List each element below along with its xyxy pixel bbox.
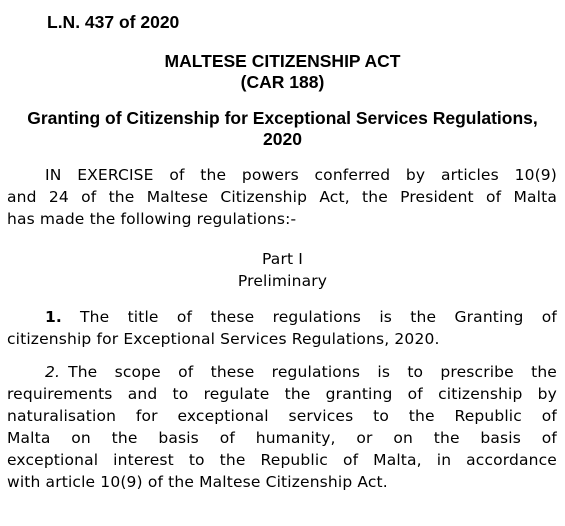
regulations-title-line2: 2020 bbox=[263, 129, 302, 149]
regulation-line: Malta on the basis of humanity, or on the basis of bbox=[7, 429, 557, 447]
regulations-title-line1: Granting of Citizenship for Exceptional Services Regulations, bbox=[27, 108, 538, 128]
act-heading bbox=[0, 51, 565, 93]
regulations-title bbox=[0, 108, 565, 150]
preamble-line: has made the following regulations:- bbox=[7, 210, 297, 228]
regulation-text: The title of these regulations is the Granting of bbox=[79, 308, 557, 326]
part-heading bbox=[0, 248, 565, 292]
regulation-line: citizenship for Exceptional Services Regulations, 2020. bbox=[7, 330, 440, 348]
act-title: MALTESE CITIZENSHIP ACT bbox=[164, 51, 401, 71]
part-label: Part I bbox=[262, 250, 303, 268]
regulation-line: exceptional interest to the Republic of Malta, in accordance bbox=[7, 451, 557, 469]
part-subheading: Preliminary bbox=[237, 272, 328, 290]
regulation-text: The scope of these regulations is to prescribe the bbox=[68, 363, 557, 381]
regulation-1-paragraph bbox=[7, 306, 557, 350]
preamble-line: IN EXERCISE of the powers conferred by articles 10(9) bbox=[45, 166, 557, 184]
regulation-line: naturalisation for exceptional services to the Republic of bbox=[7, 407, 557, 425]
preamble-line: and 24 of the Maltese Citizenship Act, the President of Malta bbox=[7, 188, 557, 206]
regulation-2-paragraph bbox=[7, 361, 557, 493]
preamble-paragraph bbox=[7, 164, 557, 230]
notice-number: L.N. 437 of 2020 bbox=[47, 12, 180, 32]
regulation-line bbox=[7, 306, 557, 328]
regulation-line bbox=[7, 361, 557, 383]
regulation-number: 2. bbox=[45, 363, 61, 381]
act-chapter: (CAR 188) bbox=[240, 72, 325, 92]
regulation-line: requirements and to regulate the granting of citizenship by bbox=[7, 385, 557, 403]
regulation-line: with article 10(9) of the Maltese Citizenship Act. bbox=[7, 473, 388, 491]
regulation-number: 1. bbox=[45, 308, 62, 326]
